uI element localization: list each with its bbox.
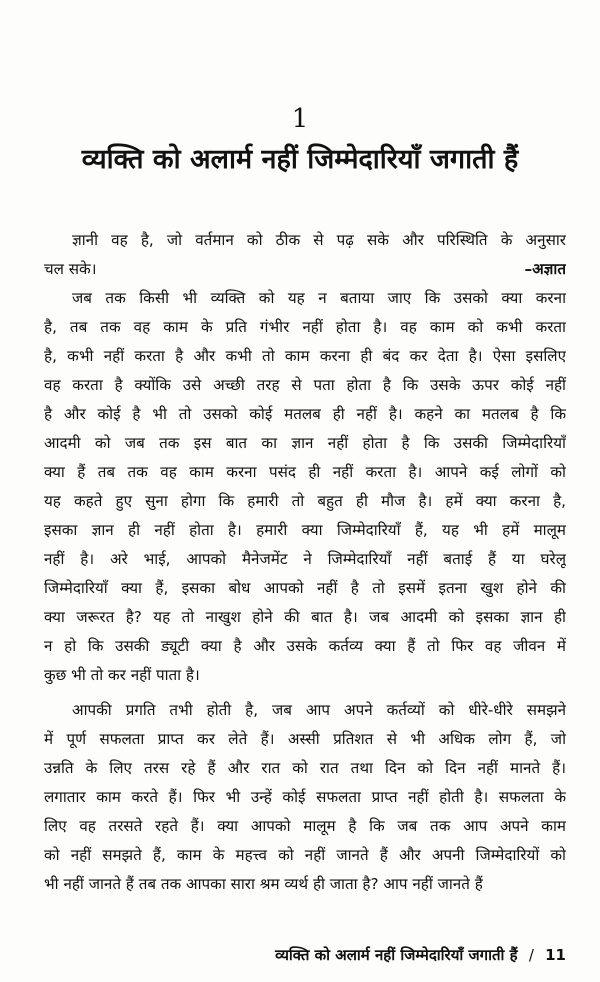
text-line: यह कहते हुए सुना होगा कि हमारी तो बहुत ही मौज है। हमें क्या करना है, <box>44 492 566 510</box>
chapter-number: 1 <box>291 104 309 134</box>
running-title: व्यक्ति को अलार्म नहीं जिम्मेदारियाँ जगाती हैं <box>275 946 518 964</box>
footer-separator: / <box>528 946 534 964</box>
text-line: क्या हैं तब तक वह काम करना पसंद ही नहीं करता है। आपने कई लोगों को <box>44 463 566 481</box>
paragraph-1 <box>44 284 566 690</box>
body-text <box>44 226 566 899</box>
text-line: है, तब तक वह काम के प्रति गंभीर नहीं होता है। वह काम को कभी करता <box>44 318 566 336</box>
text-line: कुछ भी तो कर नहीं पाता है। <box>44 666 200 684</box>
text-line: वह करता है क्योंकि उसे अच्छी तरह से पता होता है कि उसके ऊपर कोई नहीं <box>44 376 566 394</box>
epigraph-line: ज्ञानी वह है, जो वर्तमान को ठीक से पढ़ सके और परिस्थिति के अनुसार <box>72 231 566 249</box>
epigraph-end <box>44 255 566 284</box>
page-number: 11 <box>545 946 566 964</box>
epigraph <box>44 226 566 284</box>
text-line: है और कोई है भी तो उसको कोई मतलब ही नहीं है। कहने का मतलब है कि <box>44 405 566 423</box>
page-footer <box>275 945 566 965</box>
text-line: जिम्मेदारियाँ क्या हैं, इसका बोध आपको नहीं है तो इसमें इतना खुश होने की <box>44 579 566 597</box>
text-line: है, कभी नहीं करता है और कभी तो काम करना ही बंद कर देता है। ऐसा इसलिए <box>44 347 566 365</box>
chapter-title: व्यक्ति को अलार्म नहीं जिम्मेदारियाँ जगाती हैं <box>81 144 519 175</box>
text-line: को नहीं समझते हैं, काम के महत्त्व को नहीं जानते हैं और अपनी जिम्मेदारियों को <box>44 846 566 864</box>
text-line: जब तक किसी भी व्यक्ति को यह न बताया जाए कि उसको क्या करना <box>72 289 566 307</box>
text-line: क्या जरूरत है? यह तो नाखुश होने की बात है। जब आदमी को इसका ज्ञान ही <box>44 608 566 626</box>
text-line: नहीं है। अरे भाई, आपको मैनेजमेंट ने जिम्मेदारियाँ नहीं बताई हैं या घरेलू <box>44 550 566 568</box>
epigraph-author: –अज्ञात <box>524 260 566 278</box>
text-line: भी नहीं जानते हैं तब तक आपका सारा श्रम व्यर्थ ही जाता है? आप नहीं जानते हैं <box>44 875 483 893</box>
paragraph-2 <box>44 696 566 899</box>
text-line: इसका ज्ञान ही नहीं होता है। हमारी क्या जिम्मेदारियाँ हैं, यह भी हमें मालूम <box>44 521 566 539</box>
text-line: उन्नति के लिए तरस रहे हैं और रात को रात तथा दिन को दिन नहीं मानते हैं। <box>44 759 566 777</box>
text-line: लगातार काम करते हैं। फिर भी उन्हें कोई सफलता प्राप्त नहीं होती है। सफलता के <box>44 788 566 806</box>
text-line: आपकी प्रगति तभी होती है, जब आप अपने कर्तव्यों को धीरे-धीरे समझने <box>72 701 566 719</box>
text-line: लिए वह तरसते रहते हैं। क्या आपको मालूम है कि जब तक आप अपने काम <box>44 817 566 835</box>
text-line: आदमी को जब तक इस बात का ज्ञान नहीं होता है कि उसकी जिम्मेदारियाँ <box>44 434 566 452</box>
epigraph-line: चल सके। <box>44 260 97 278</box>
text-line: में पूर्ण सफलता प्राप्त कर लेते हैं। अस्सी प्रतिशत से भी अधिक लोग हैं, जो <box>44 730 566 748</box>
text-line: न हो कि उसकी ड्यूटी क्या है और उसके कर्तव्य क्या हैं तो फिर वह जीवन में <box>44 637 566 655</box>
